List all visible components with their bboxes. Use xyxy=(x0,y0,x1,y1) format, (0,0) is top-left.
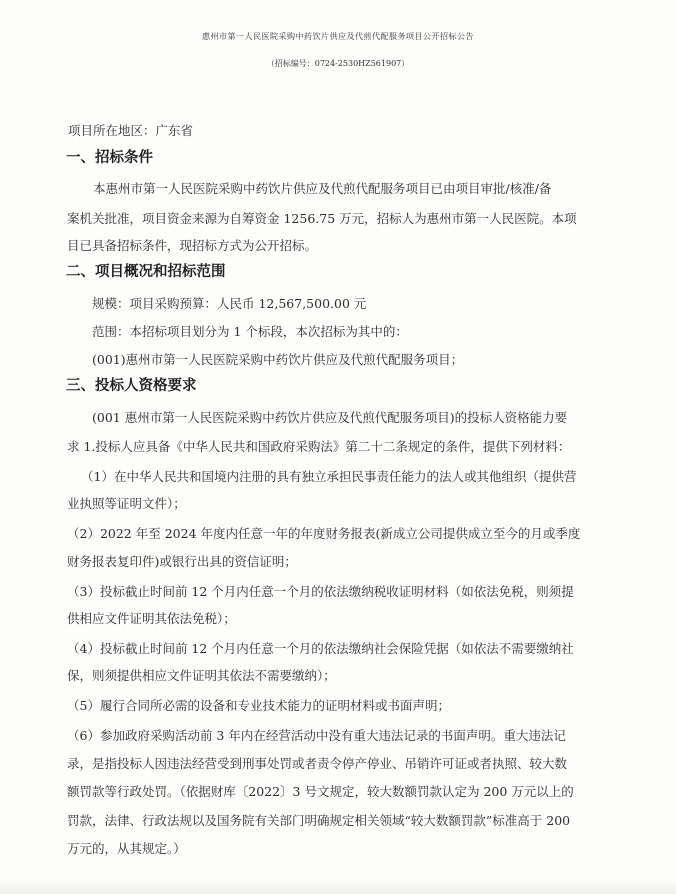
requirement-item-6-cont: 额罚款等行政处罚。（依据财库〔2022〕3 号文规定，较大数额罚款认定为 200 万元以上的 xyxy=(67,784,574,799)
lot-item: (001)惠州市第一人民医院采购中药饮片供应及代煎代配服务项目； xyxy=(92,352,464,367)
scan-shadow xyxy=(0,880,676,894)
document-title: 惠州市第一人民医院采购中药饮片供应及代煎代配服务项目公开招标公告 xyxy=(202,32,474,41)
requirement-item-3: （3）投标截止时间前 12 个月内任意一个月的依法缴纳税收证明材料（如依法免税，则须提 xyxy=(67,584,574,599)
section-heading-3: 三、投标人资格要求 xyxy=(66,378,197,394)
paragraph-line: (001 惠州市第一人民医院采购中药饮片供应及代煎代配服务项目)的投标人资格能力要 xyxy=(92,410,568,425)
paragraph-line: 求 1.投标人应具备《中华人民共和国政府采购法》第二十二条规定的条件，提供下列材料： xyxy=(67,439,571,454)
section-heading-2: 二、项目概况和招标范围 xyxy=(66,264,226,280)
project-region: 项目所在地区：广东省 xyxy=(68,123,194,138)
requirement-item-1-cont: 业执照等证明文件）； xyxy=(67,496,186,511)
requirement-item-6-cont: 万元的，从其规定。） xyxy=(67,841,186,856)
requirement-item-1: （1）在中华人民共和国境内注册的具有独立承担民事责任能力的法人或其他组织（提供营 xyxy=(81,469,577,484)
requirement-item-4: （4）投标截止时间前 12 个月内任意一个月的依法缴纳社会保险凭据（如依法不需要缴纳社 xyxy=(67,641,574,656)
project-scope: 范围：本招标项目划分为 1 个标段，本次招标为其中的： xyxy=(92,324,408,339)
paragraph-line: 目已具备招标条件，现招标方式为公开招标。 xyxy=(67,238,318,253)
requirement-item-6-cont: 录，是指投标人因违法经营受到刑事处罚或者责令停产停业、吊销许可证或者执照、较大数 xyxy=(67,756,568,771)
project-scale: 规模：项目采购预算：人民币 12,567,500.00 元 xyxy=(92,296,367,311)
requirement-item-2: （2）2022 年至 2024 年度内任意一年的年度财务报表(新成立公司提供成立至今的月或季度 xyxy=(67,526,581,541)
paragraph-line: 案机关批准，项目资金来源为自筹资金 1256.75 万元，招标人为惠州市第一人民医院。本项 xyxy=(67,211,577,226)
section-heading-1: 一、招标条件 xyxy=(66,150,153,166)
requirement-item-3-cont: 供相应文件证明其依法免税）； xyxy=(67,611,236,626)
requirement-item-6: （6）参加政府采购活动前 3 年内在经营活动中没有重大违法记录的书面声明。重大违法记 xyxy=(67,728,566,743)
requirement-item-2-cont: 财务报表复印件)或银行出具的资信证明； xyxy=(67,554,297,569)
requirement-item-5: （5）履行合同所必需的设备和专业技术能力的证明材料或书面声明； xyxy=(67,698,450,713)
tender-number: （招标编号：0724-2530HZ561907） xyxy=(266,59,410,68)
requirement-item-4-cont: 保，则须提供相应文件证明其依法不需要缴纳）； xyxy=(67,668,336,683)
paragraph-line: 本惠州市第一人民医院采购中药饮片供应及代煎代配服务项目已由项目审批/核准/备 xyxy=(93,181,552,196)
requirement-item-6-cont: 罚款，法律、行政法规以及国务院有关部门明确规定相关领域“较大数额罚款”标准高于 200 xyxy=(67,813,571,828)
